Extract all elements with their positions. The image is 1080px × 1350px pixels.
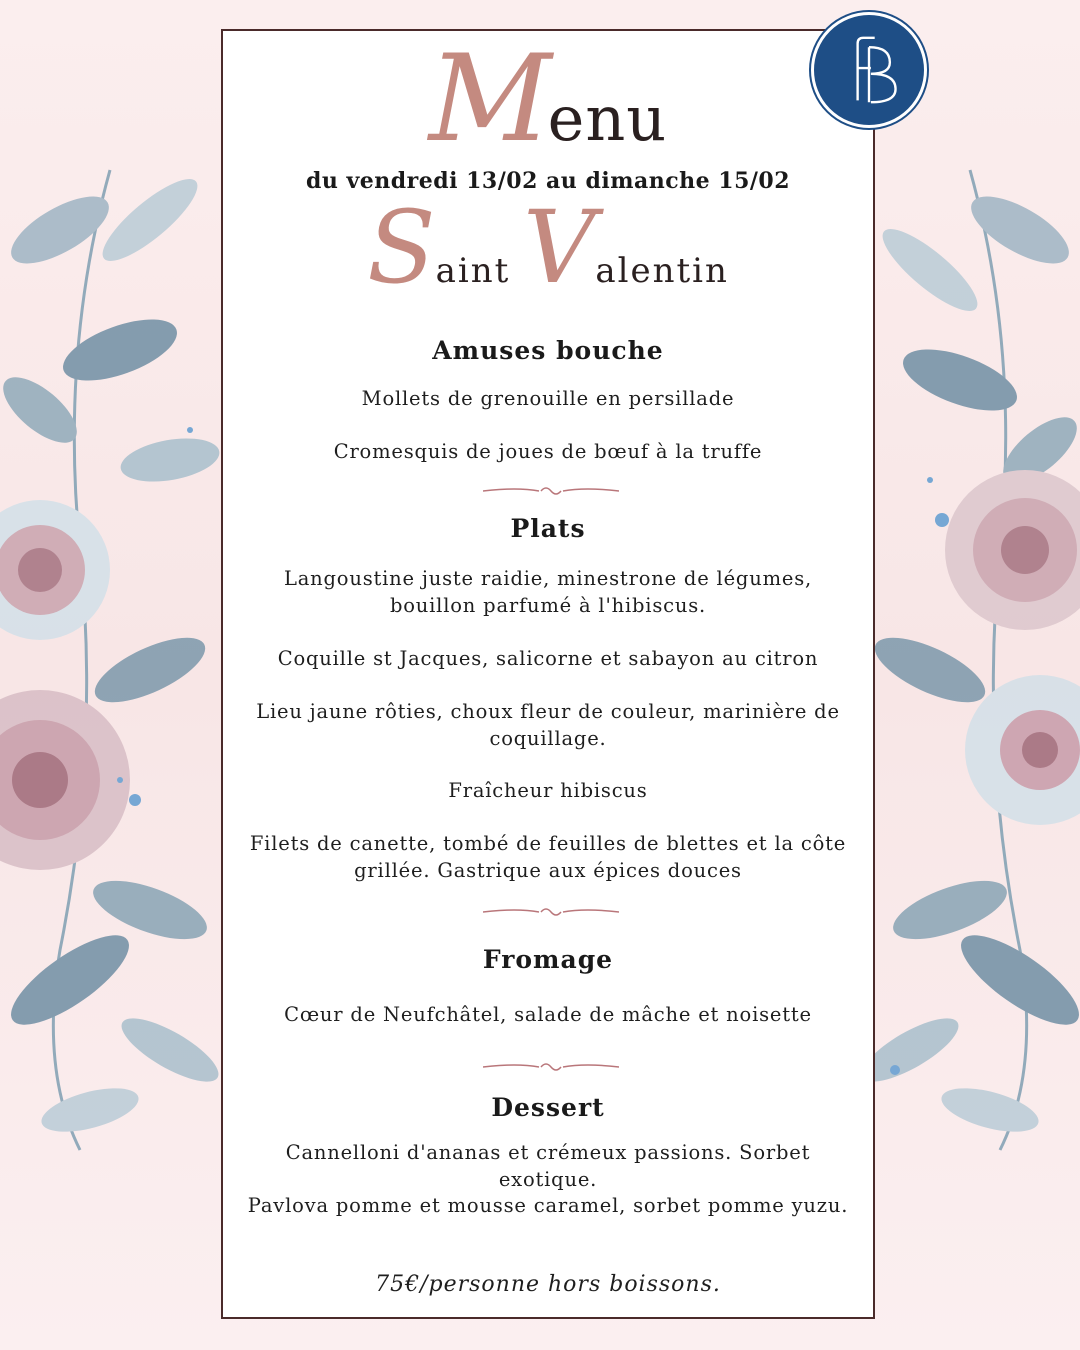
floral-left-decoration: [0, 150, 230, 1170]
section-title-amuses-bouche: Amuses bouche: [432, 336, 664, 365]
price-note: 75€/personne hors boissons.: [375, 1272, 721, 1297]
menu-title-rest: enu: [547, 82, 668, 155]
dish-item: Cromesquis de joues de bœuf à la truffe: [333, 440, 763, 463]
sv-cap-2: V: [523, 189, 596, 306]
ornament-divider: [483, 484, 619, 498]
dish-item: Coquille st Jacques, salicorne et sabayon au citron: [277, 647, 819, 670]
floral-right-decoration: [850, 150, 1080, 1170]
dish-item: Fraîcheur hibiscus: [448, 779, 648, 802]
dish-item: Mollets de grenouille en persillade: [361, 387, 735, 410]
dish-item: Lieu jaune rôties, choux fleur de couleur, marinière de coquillage.: [256, 700, 840, 750]
sv-rest-1: aint: [435, 251, 524, 291]
menu-title-cap: M: [428, 30, 548, 169]
sv-rest-2: alentin: [595, 251, 729, 291]
dish-item: Langoustine juste raidie, minestrone de légumes, bouillon parfumé à l'hibiscus.: [283, 567, 813, 617]
section-title-fromage: Fromage: [482, 945, 614, 974]
section-title-dessert: Dessert: [491, 1093, 605, 1122]
menu-title: [221, 30, 875, 180]
dish-item: Cannelloni d'ananas et crémeux passions. Sorbet exotique.: [285, 1141, 811, 1191]
dish-item: Cœur de Neufchâtel, salade de mâche et noisette: [284, 1003, 812, 1026]
ornament-divider: [483, 905, 619, 919]
dish-item: Filets de canette, tombé de feuilles de blettes et la côte grillée. Gastrique aux épices douces: [249, 832, 847, 882]
saint-valentin-title: [221, 189, 875, 308]
sv-cap-1: S: [367, 189, 436, 306]
dish-item: Pavlova pomme et mousse caramel, sorbet pomme yuzu.: [247, 1194, 849, 1217]
ornament-divider: [483, 1060, 619, 1074]
date-range: du vendredi 13/02 au dimanche 15/02: [305, 168, 791, 194]
section-title-plats: Plats: [510, 514, 586, 543]
